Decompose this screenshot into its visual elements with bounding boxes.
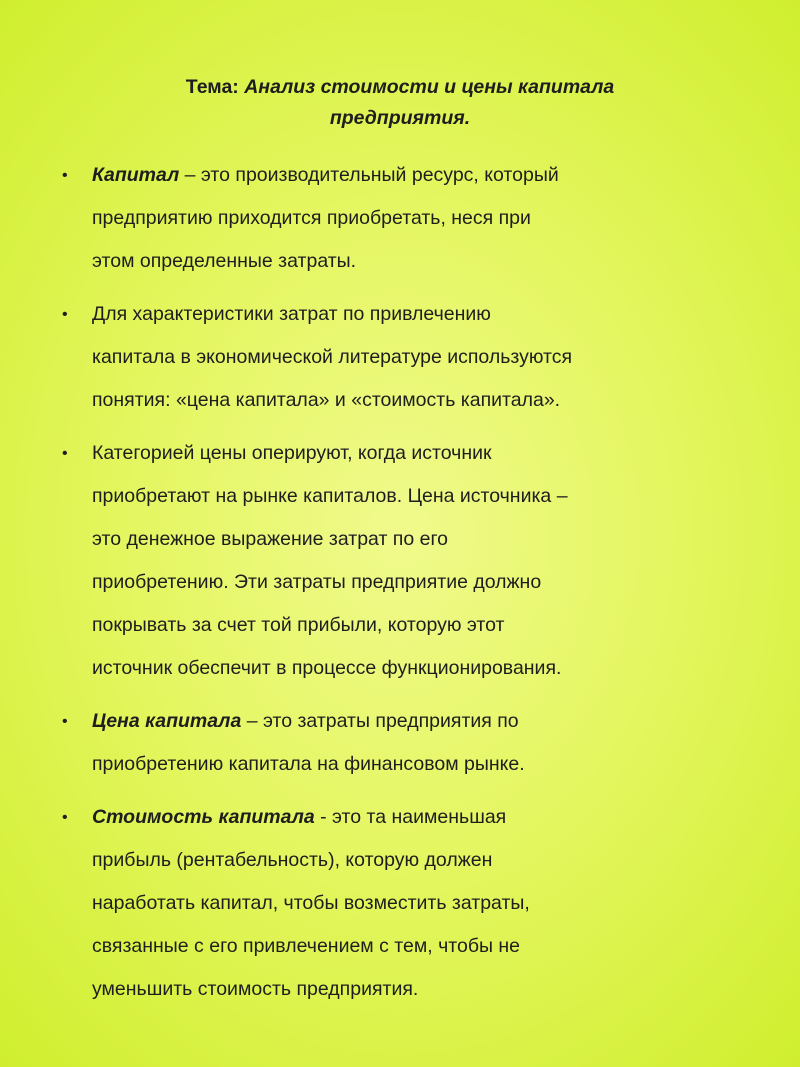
slide-title [0,72,800,134]
text-line: покрывать за счет той прибыли, которую этот [92,614,505,636]
bullet-icon: • [62,713,68,730]
bullet-icon: • [62,445,68,462]
text-line: прибыль (рентабельность), которую должен [92,849,493,871]
text-line: – это производительный ресурс, который [179,164,559,186]
text-line: предприятию приходится приобретать, неся при [92,207,531,229]
text-line: Категорией цены оперируют, когда источник [92,442,492,464]
bullet-capital [62,154,782,283]
text-line: – это затраты предприятия по [241,710,519,732]
bullet-capital-price [62,700,782,786]
text-line: связанные с его привлечением с тем, чтобы не [92,935,521,957]
bullet-capital-cost [62,796,782,1011]
text-line: приобретению. Эти затраты предприятие должно [92,571,542,593]
text-line: уменьшить стоимость предприятия. [92,978,419,1000]
term: Стоимость капитала [92,806,315,828]
bullet-icon: • [62,306,68,323]
text-line: наработать капитал, чтобы возместить затраты, [92,892,530,914]
title-prefix: Тема: [185,76,245,98]
text-line: источник обеспечит в процессе функционирования. [92,657,562,679]
text-line: капитала в экономической литературе используются [92,346,573,368]
bullet-list [62,154,782,1021]
text-line: приобретают на рынке капиталов. Цена источника – [92,485,568,507]
text-line: приобретению капитала на финансовом рынке. [92,753,525,775]
title-topic-line1: Анализ стоимости и цены капитала [244,76,615,98]
bullet-icon: • [62,167,68,184]
text-line: Для характеристики затрат по привлечению [92,303,491,325]
bullet-characteristics [62,293,782,422]
text-line: понятия: «цена капитала» и «стоимость капитала». [92,389,561,411]
title-topic-line2: предприятия. [329,107,471,129]
bullet-icon: • [62,809,68,826]
text-line: это денежное выражение затрат по его [92,528,449,550]
text-line: - это та наименьшая [314,806,507,828]
term: Цена капитала [92,710,242,732]
term: Капитал [92,164,180,186]
bullet-price-category [62,432,782,690]
text-line: этом определенные затраты. [92,250,357,272]
